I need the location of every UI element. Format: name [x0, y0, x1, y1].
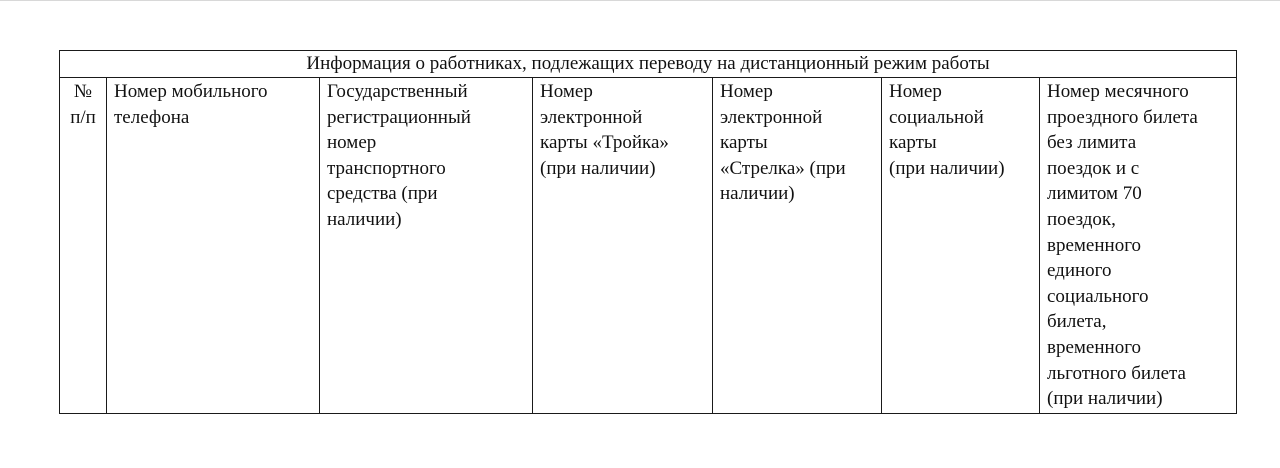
column-header-row	[60, 78, 1237, 414]
column-header-line: транспортного	[327, 157, 446, 179]
column-header-strelka-card	[713, 78, 882, 414]
column-header-line: карты «Тройка»	[540, 132, 669, 154]
column-header-line: Номер	[720, 81, 773, 102]
column-header-vehicle-plate	[320, 78, 533, 414]
column-header-mobile-phone	[107, 78, 320, 414]
column-header-line: временного	[1047, 234, 1142, 256]
column-header-line: номер	[327, 132, 377, 154]
column-header-line: проездного билета	[1047, 106, 1198, 128]
table-caption-row	[60, 51, 1237, 78]
column-header-line: Номер	[889, 81, 942, 102]
column-header-line: п/п	[70, 106, 96, 128]
column-header-line: Государственный	[327, 81, 468, 102]
column-header-line: карты	[720, 132, 768, 154]
column-header-monthly-ticket	[1040, 78, 1237, 414]
column-header-line: поездок,	[1047, 208, 1116, 230]
column-header-line: единого	[1047, 260, 1112, 282]
column-header-line: карты	[889, 132, 937, 154]
column-header-line: электронной	[720, 106, 823, 128]
column-header-line: электронной	[540, 106, 643, 128]
column-header-line: социальной	[889, 106, 984, 128]
employee-info-table	[59, 50, 1237, 414]
column-header-line: регистрационный	[327, 106, 471, 128]
column-header-line: №	[73, 81, 93, 102]
column-header-troika-card	[533, 78, 713, 414]
column-header-line: социального	[1047, 285, 1149, 307]
column-header-line: лимитом 70	[1047, 183, 1142, 205]
column-header-line: (при наличии)	[1047, 388, 1163, 410]
column-header-social-card	[882, 78, 1040, 414]
column-header-line: билета,	[1047, 311, 1107, 333]
column-header-line: (при наличии)	[889, 157, 1005, 179]
column-header-line: наличии)	[720, 183, 795, 205]
column-header-line: льготного билета	[1047, 362, 1186, 384]
column-header-line: (при наличии)	[540, 157, 656, 179]
column-header-line: «Стрелка» (при	[720, 157, 846, 179]
column-header-line: без лимита	[1047, 132, 1137, 154]
column-header-line: телефона	[114, 106, 190, 128]
column-header-line: Номер месячного	[1047, 81, 1189, 102]
table-caption: Информация о работниках, подлежащих переводу на дистанционный режим работы	[60, 51, 1237, 78]
column-header-line: временного	[1047, 336, 1142, 358]
column-header-line: наличии)	[327, 208, 402, 230]
page-top-border	[0, 0, 1280, 1]
column-header-line: поездок и с	[1047, 157, 1140, 179]
column-header-line: Номер	[540, 81, 593, 102]
column-header-line: средства (при	[327, 183, 438, 205]
column-header-number	[60, 78, 107, 414]
column-header-line: Номер мобильного	[114, 81, 268, 102]
